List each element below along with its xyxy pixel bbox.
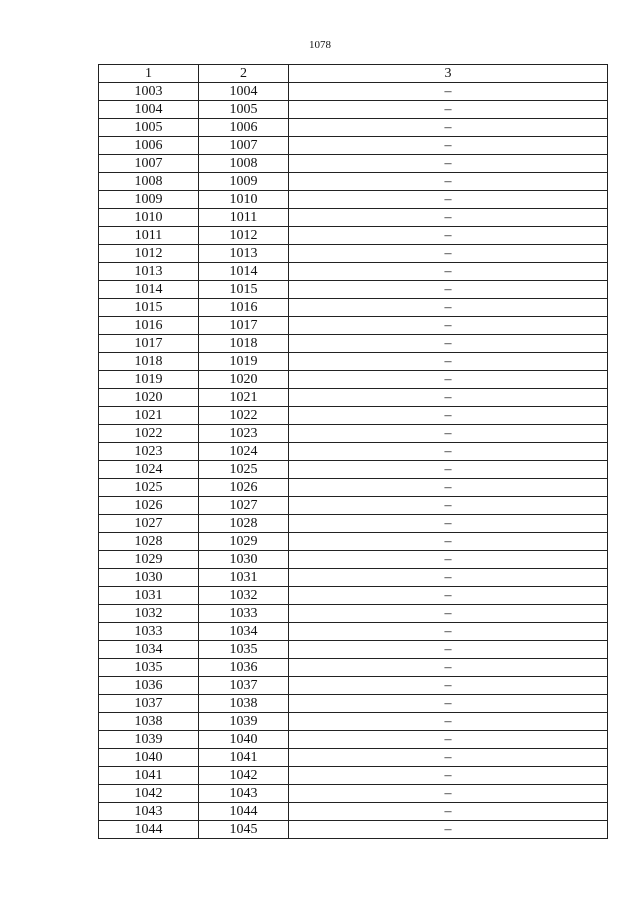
table-row	[99, 659, 608, 677]
table-cell-col-3: –	[289, 677, 608, 695]
table-cell-col-3: –	[289, 83, 608, 101]
table-cell-col-2: 1028	[199, 515, 289, 533]
table-cell-col-2: 1018	[199, 335, 289, 353]
table-cell-col-2: 1021	[199, 389, 289, 407]
table-cell-col-1: 1041	[99, 767, 199, 785]
table-cell-col-2: 1039	[199, 713, 289, 731]
column-header-1: 1	[99, 65, 199, 83]
table-row	[99, 623, 608, 641]
table-cell-col-1: 1007	[99, 155, 199, 173]
table-cell-col-3: –	[289, 641, 608, 659]
table-cell-col-2: 1009	[199, 173, 289, 191]
table-row	[99, 173, 608, 191]
table-cell-col-1: 1016	[99, 317, 199, 335]
table-cell-col-2: 1042	[199, 767, 289, 785]
table-cell-col-3: –	[289, 533, 608, 551]
table-row	[99, 731, 608, 749]
table-cell-col-2: 1034	[199, 623, 289, 641]
table-cell-col-2: 1005	[199, 101, 289, 119]
table-row	[99, 353, 608, 371]
table-cell-col-1: 1018	[99, 353, 199, 371]
table-cell-col-1: 1006	[99, 137, 199, 155]
table-cell-col-3: –	[289, 425, 608, 443]
table-cell-col-1: 1013	[99, 263, 199, 281]
table-row	[99, 83, 608, 101]
table-cell-col-3: –	[289, 515, 608, 533]
table-header	[99, 65, 608, 83]
table-cell-col-1: 1030	[99, 569, 199, 587]
table-cell-col-2: 1044	[199, 803, 289, 821]
table-cell-col-1: 1037	[99, 695, 199, 713]
table-cell-col-2: 1010	[199, 191, 289, 209]
table-row	[99, 389, 608, 407]
table-row	[99, 749, 608, 767]
table-cell-col-1: 1023	[99, 443, 199, 461]
table-row	[99, 713, 608, 731]
table-cell-col-3: –	[289, 191, 608, 209]
table-cell-col-1: 1005	[99, 119, 199, 137]
table-row	[99, 695, 608, 713]
table-cell-col-1: 1024	[99, 461, 199, 479]
table-row	[99, 227, 608, 245]
table-cell-col-1: 1011	[99, 227, 199, 245]
table-row	[99, 443, 608, 461]
table-row	[99, 335, 608, 353]
table-cell-col-1: 1003	[99, 83, 199, 101]
table-cell-col-3: –	[289, 443, 608, 461]
table-cell-col-3: –	[289, 137, 608, 155]
table-cell-col-3: –	[289, 227, 608, 245]
table-cell-col-3: –	[289, 407, 608, 425]
table-cell-col-3: –	[289, 749, 608, 767]
table-cell-col-1: 1042	[99, 785, 199, 803]
table-cell-col-2: 1014	[199, 263, 289, 281]
table-row	[99, 569, 608, 587]
table-cell-col-3: –	[289, 389, 608, 407]
table-cell-col-2: 1004	[199, 83, 289, 101]
table-cell-col-3: –	[289, 173, 608, 191]
table-cell-col-2: 1015	[199, 281, 289, 299]
table-cell-col-1: 1038	[99, 713, 199, 731]
table-cell-col-3: –	[289, 569, 608, 587]
table-row	[99, 803, 608, 821]
table-cell-col-3: –	[289, 335, 608, 353]
table-row	[99, 281, 608, 299]
table-row	[99, 209, 608, 227]
table-cell-col-1: 1033	[99, 623, 199, 641]
data-table	[98, 64, 608, 839]
table-row	[99, 155, 608, 173]
table-cell-col-2: 1032	[199, 587, 289, 605]
table-row	[99, 605, 608, 623]
table-cell-col-3: –	[289, 461, 608, 479]
table-row	[99, 641, 608, 659]
table-cell-col-2: 1036	[199, 659, 289, 677]
table-cell-col-2: 1017	[199, 317, 289, 335]
table-cell-col-2: 1013	[199, 245, 289, 263]
table-cell-col-2: 1026	[199, 479, 289, 497]
table-cell-col-3: –	[289, 245, 608, 263]
table-body	[99, 83, 608, 839]
table-row	[99, 191, 608, 209]
table-cell-col-3: –	[289, 263, 608, 281]
table-row	[99, 371, 608, 389]
table-cell-col-2: 1027	[199, 497, 289, 515]
table-cell-col-3: –	[289, 551, 608, 569]
table-cell-col-2: 1043	[199, 785, 289, 803]
table-cell-col-1: 1021	[99, 407, 199, 425]
table-cell-col-3: –	[289, 371, 608, 389]
table-cell-col-1: 1034	[99, 641, 199, 659]
table-row	[99, 101, 608, 119]
table-cell-col-3: –	[289, 713, 608, 731]
table-cell-col-1: 1015	[99, 299, 199, 317]
table-cell-col-3: –	[289, 317, 608, 335]
table-cell-col-1: 1004	[99, 101, 199, 119]
table-row	[99, 263, 608, 281]
table-cell-col-2: 1037	[199, 677, 289, 695]
table-cell-col-2: 1033	[199, 605, 289, 623]
table-cell-col-3: –	[289, 731, 608, 749]
table-row	[99, 119, 608, 137]
table-cell-col-2: 1023	[199, 425, 289, 443]
table-cell-col-1: 1028	[99, 533, 199, 551]
table-cell-col-2: 1041	[199, 749, 289, 767]
table-cell-col-1: 1020	[99, 389, 199, 407]
table-cell-col-2: 1019	[199, 353, 289, 371]
table-cell-col-2: 1020	[199, 371, 289, 389]
table-row	[99, 497, 608, 515]
table-cell-col-3: –	[289, 821, 608, 839]
table-cell-col-1: 1026	[99, 497, 199, 515]
table-cell-col-1: 1012	[99, 245, 199, 263]
table-row	[99, 587, 608, 605]
table-cell-col-3: –	[289, 101, 608, 119]
table-row	[99, 317, 608, 335]
table-cell-col-2: 1038	[199, 695, 289, 713]
table-cell-col-1: 1039	[99, 731, 199, 749]
table-cell-col-3: –	[289, 623, 608, 641]
table-cell-col-2: 1007	[199, 137, 289, 155]
table-row	[99, 677, 608, 695]
table-cell-col-1: 1043	[99, 803, 199, 821]
table-cell-col-1: 1025	[99, 479, 199, 497]
table-cell-col-3: –	[289, 659, 608, 677]
table-cell-col-3: –	[289, 353, 608, 371]
page-number: 1078	[309, 39, 331, 51]
table-cell-col-3: –	[289, 119, 608, 137]
table-cell-col-1: 1010	[99, 209, 199, 227]
table-cell-col-2: 1008	[199, 155, 289, 173]
table-row	[99, 785, 608, 803]
table-row	[99, 245, 608, 263]
table-cell-col-3: –	[289, 155, 608, 173]
table-cell-col-2: 1016	[199, 299, 289, 317]
table-cell-col-3: –	[289, 587, 608, 605]
table-cell-col-2: 1030	[199, 551, 289, 569]
table-cell-col-2: 1045	[199, 821, 289, 839]
table-cell-col-3: –	[289, 803, 608, 821]
table-cell-col-3: –	[289, 281, 608, 299]
table-cell-col-2: 1011	[199, 209, 289, 227]
table-cell-col-3: –	[289, 497, 608, 515]
table-cell-col-2: 1029	[199, 533, 289, 551]
table-cell-col-3: –	[289, 479, 608, 497]
table-cell-col-2: 1031	[199, 569, 289, 587]
table-cell-col-1: 1014	[99, 281, 199, 299]
table-row	[99, 767, 608, 785]
table-cell-col-1: 1009	[99, 191, 199, 209]
table-cell-col-2: 1025	[199, 461, 289, 479]
column-header-2: 2	[199, 65, 289, 83]
table-cell-col-1: 1017	[99, 335, 199, 353]
table-cell-col-3: –	[289, 767, 608, 785]
table-row	[99, 299, 608, 317]
table-row	[99, 407, 608, 425]
table-cell-col-1: 1040	[99, 749, 199, 767]
table-cell-col-2: 1024	[199, 443, 289, 461]
table-cell-col-3: –	[289, 785, 608, 803]
table-row	[99, 551, 608, 569]
table-cell-col-1: 1029	[99, 551, 199, 569]
table-cell-col-1: 1036	[99, 677, 199, 695]
table-row	[99, 137, 608, 155]
table-row	[99, 425, 608, 443]
table-cell-col-2: 1040	[199, 731, 289, 749]
column-header-3: 3	[289, 65, 608, 83]
table-cell-col-1: 1019	[99, 371, 199, 389]
table-row	[99, 533, 608, 551]
table-cell-col-2: 1022	[199, 407, 289, 425]
table-row	[99, 515, 608, 533]
table-cell-col-2: 1012	[199, 227, 289, 245]
table-cell-col-2: 1035	[199, 641, 289, 659]
table-cell-col-1: 1032	[99, 605, 199, 623]
table-cell-col-1: 1031	[99, 587, 199, 605]
table-row	[99, 461, 608, 479]
table-cell-col-3: –	[289, 209, 608, 227]
table-cell-col-1: 1035	[99, 659, 199, 677]
table-header-row	[99, 65, 608, 83]
table-row	[99, 479, 608, 497]
table-row	[99, 821, 608, 839]
table-cell-col-1: 1044	[99, 821, 199, 839]
table-cell-col-2: 1006	[199, 119, 289, 137]
table-cell-col-3: –	[289, 605, 608, 623]
table-cell-col-1: 1022	[99, 425, 199, 443]
table-cell-col-3: –	[289, 695, 608, 713]
table-cell-col-1: 1027	[99, 515, 199, 533]
table-cell-col-3: –	[289, 299, 608, 317]
table-cell-col-1: 1008	[99, 173, 199, 191]
